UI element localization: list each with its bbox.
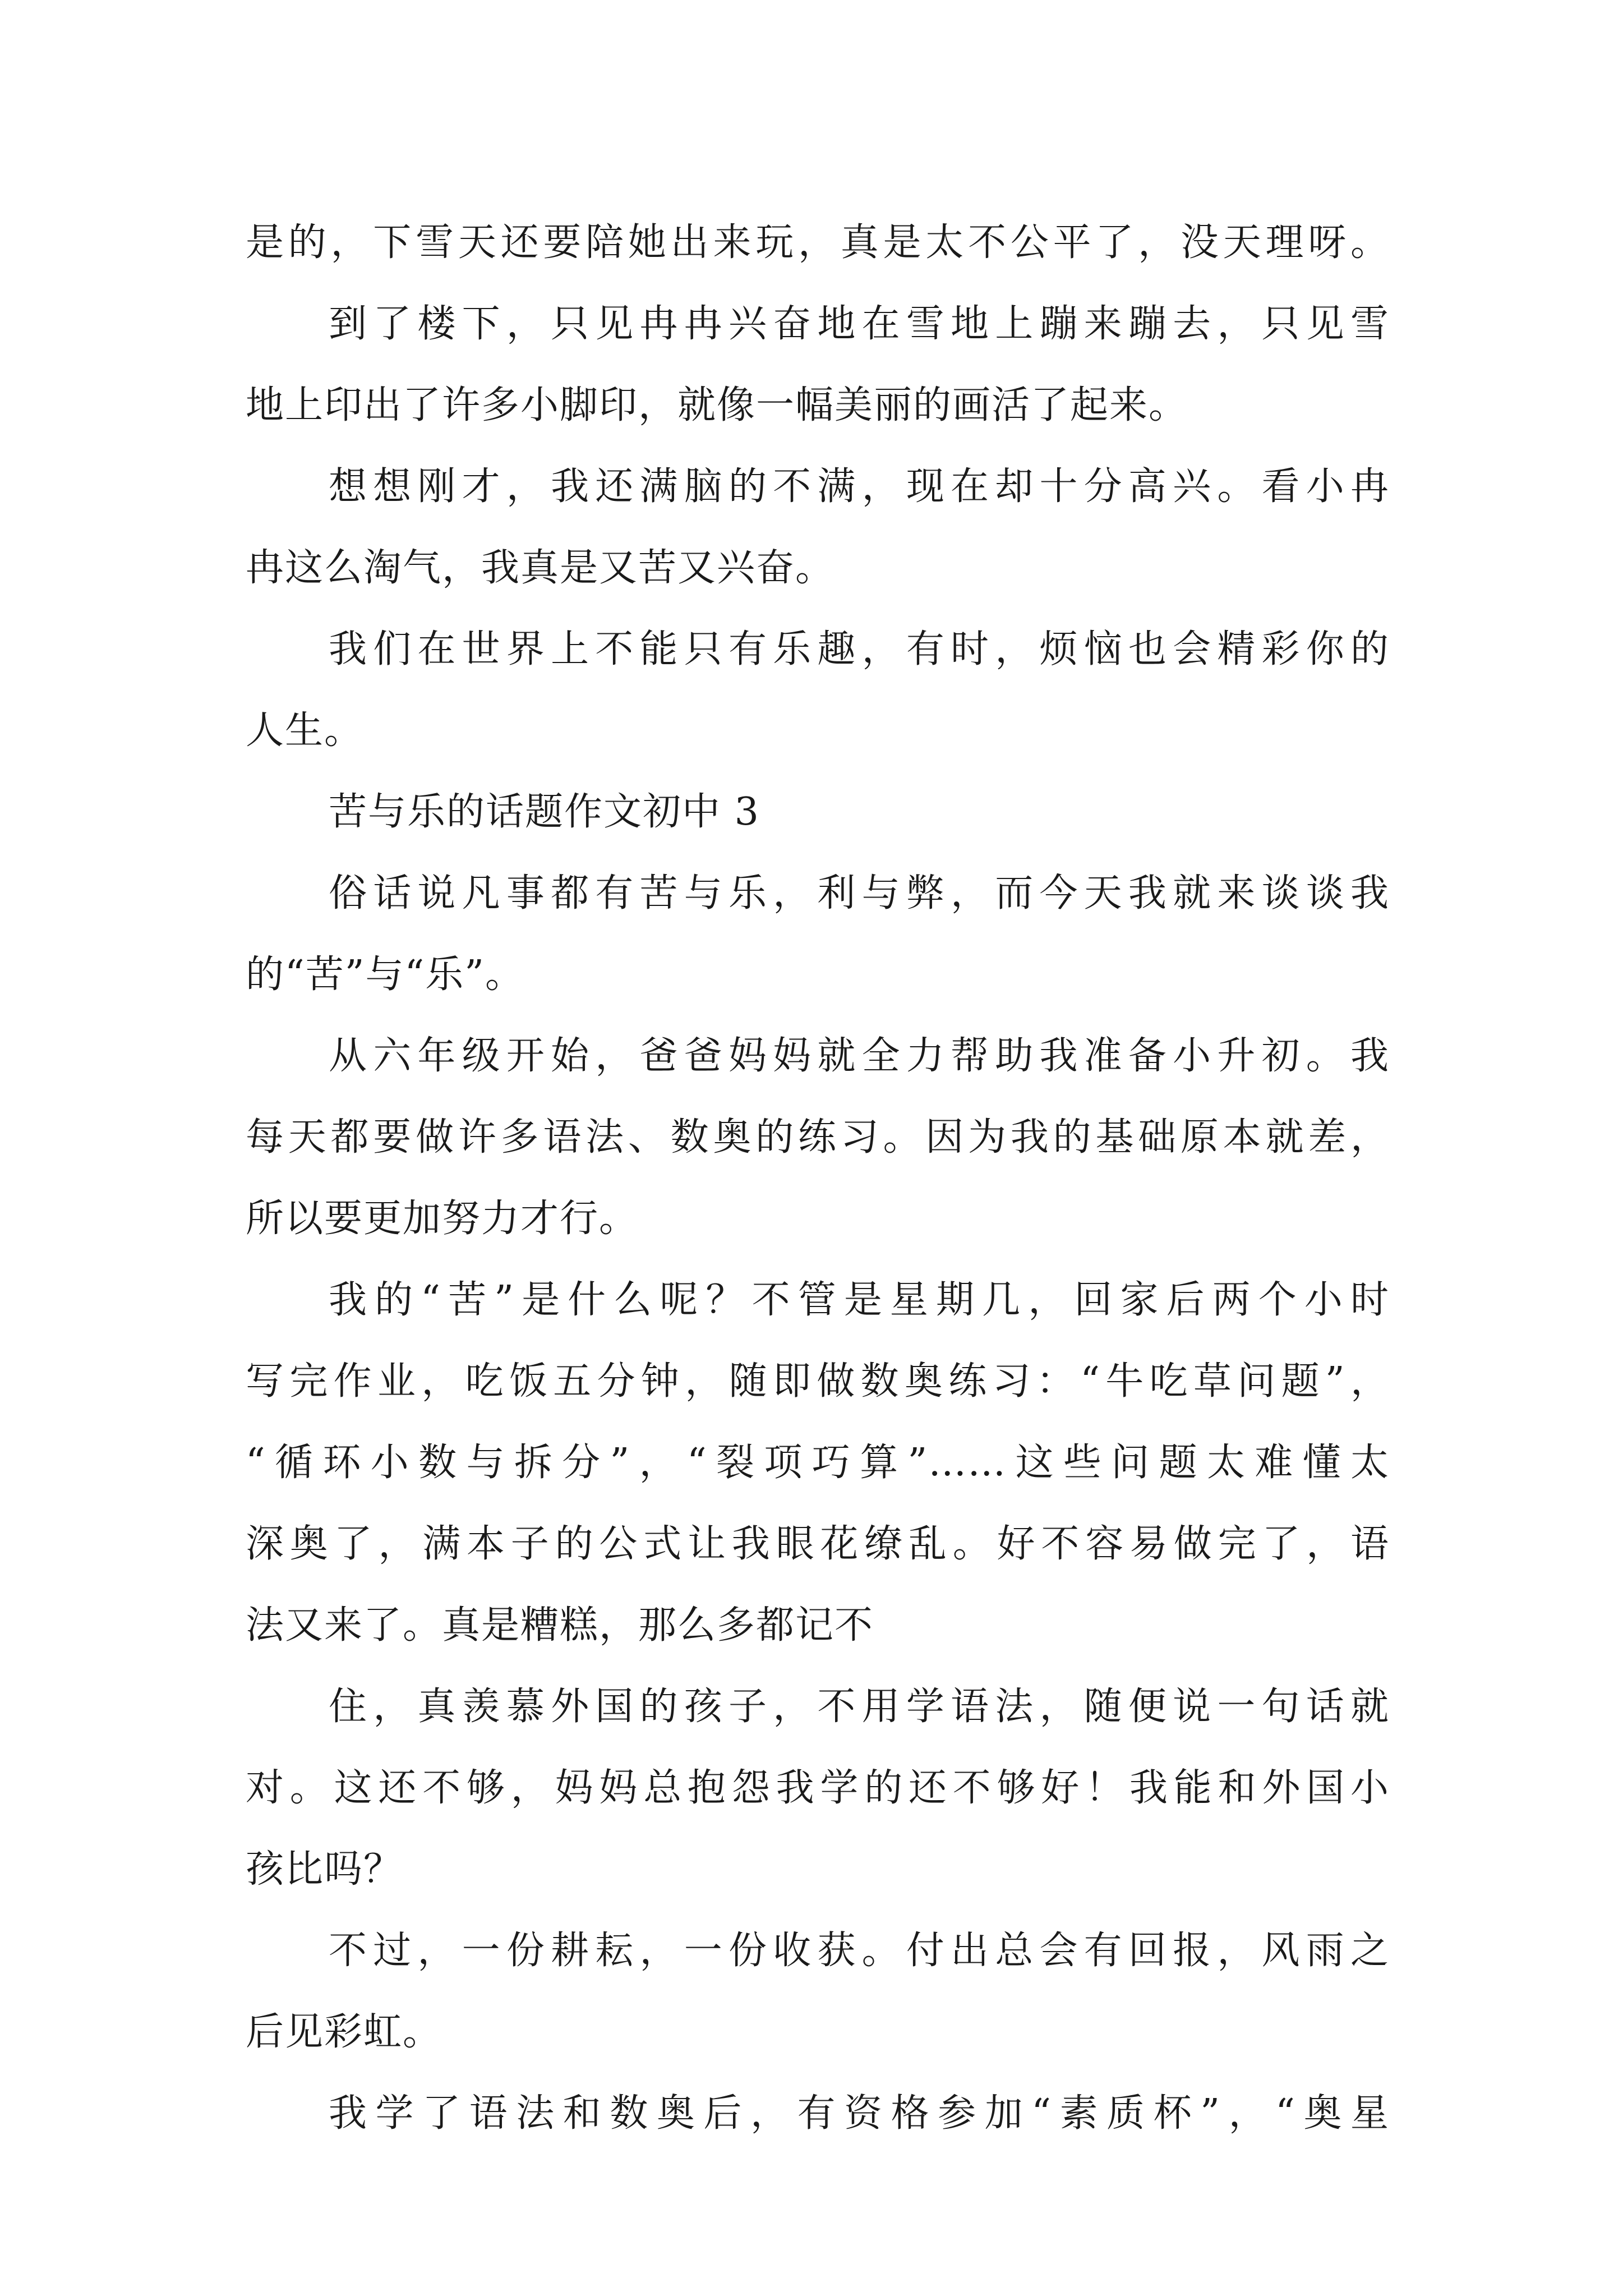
text-line: 每天都要做许多语法、数奥的练习。因为我的基础原本就差， bbox=[246, 1115, 1390, 1159]
text-line: 我的“苦”是什么呢？不管是星期几，回家后两个小时 bbox=[329, 1278, 1390, 1322]
text-line: 我们在世界上不能只有乐趣，有时，烦恼也会精彩你的 bbox=[329, 627, 1390, 671]
document-body bbox=[246, 202, 1390, 2154]
text-line: 想想刚才，我还满脑的不满，现在却十分高兴。看小冉 bbox=[329, 464, 1390, 509]
text-line: 所以要更加努力才行。 bbox=[246, 1197, 639, 1241]
text-line: 住，真羡慕外国的孩子，不用学语法，随便说一句话就 bbox=[329, 1685, 1390, 1729]
text-line: 苦与乐的话题作文初中 3 bbox=[329, 790, 760, 834]
text-line: 冉这么淘气，我真是又苦又兴奋。 bbox=[246, 546, 835, 590]
text-line: 法又来了。真是糟糕，那么多都记不 bbox=[246, 1603, 874, 1648]
text-line: 俗话说凡事都有苦与乐，利与弊，而今天我就来谈谈我 bbox=[329, 871, 1390, 915]
text-line: 人生。 bbox=[246, 708, 364, 753]
text-line: 对。这还不够，妈妈总抱怨我学的还不够好！我能和外国小 bbox=[246, 1766, 1390, 1810]
text-line: 后见彩虹。 bbox=[246, 2010, 442, 2054]
text-line: 到了楼下，只见冉冉兴奋地在雪地上蹦来蹦去，只见雪 bbox=[329, 302, 1390, 346]
text-line: 的“苦”与“乐”。 bbox=[246, 953, 525, 997]
text-line: 孩比吗？ bbox=[246, 1847, 403, 1892]
text-line: 不过，一份耕耘，一份收获。付出总会有回报，风雨之 bbox=[329, 1929, 1390, 1973]
text-line: 从六年级开始，爸爸妈妈就全力帮助我准备小升初。我 bbox=[329, 1034, 1390, 1078]
text-line: 是的，下雪天还要陪她出来玩，真是太不公平了，没天理呀。 bbox=[246, 220, 1390, 265]
text-line: “循环小数与拆分”，“裂项巧算”……这些问题太难懂太 bbox=[246, 1441, 1390, 1485]
text-line: 写完作业，吃饭五分钟，随即做数奥练习：“牛吃草问题”， bbox=[246, 1359, 1390, 1404]
text-line: 深奥了，满本子的公式让我眼花缭乱。好不容易做完了，语 bbox=[246, 1522, 1390, 1566]
text-line: 我学了语法和数奥后，有资格参加“素质杯”，“奥星 bbox=[329, 2091, 1390, 2136]
text-line: 地上印出了许多小脚印，就像一幅美丽的画活了起来。 bbox=[246, 383, 1188, 427]
